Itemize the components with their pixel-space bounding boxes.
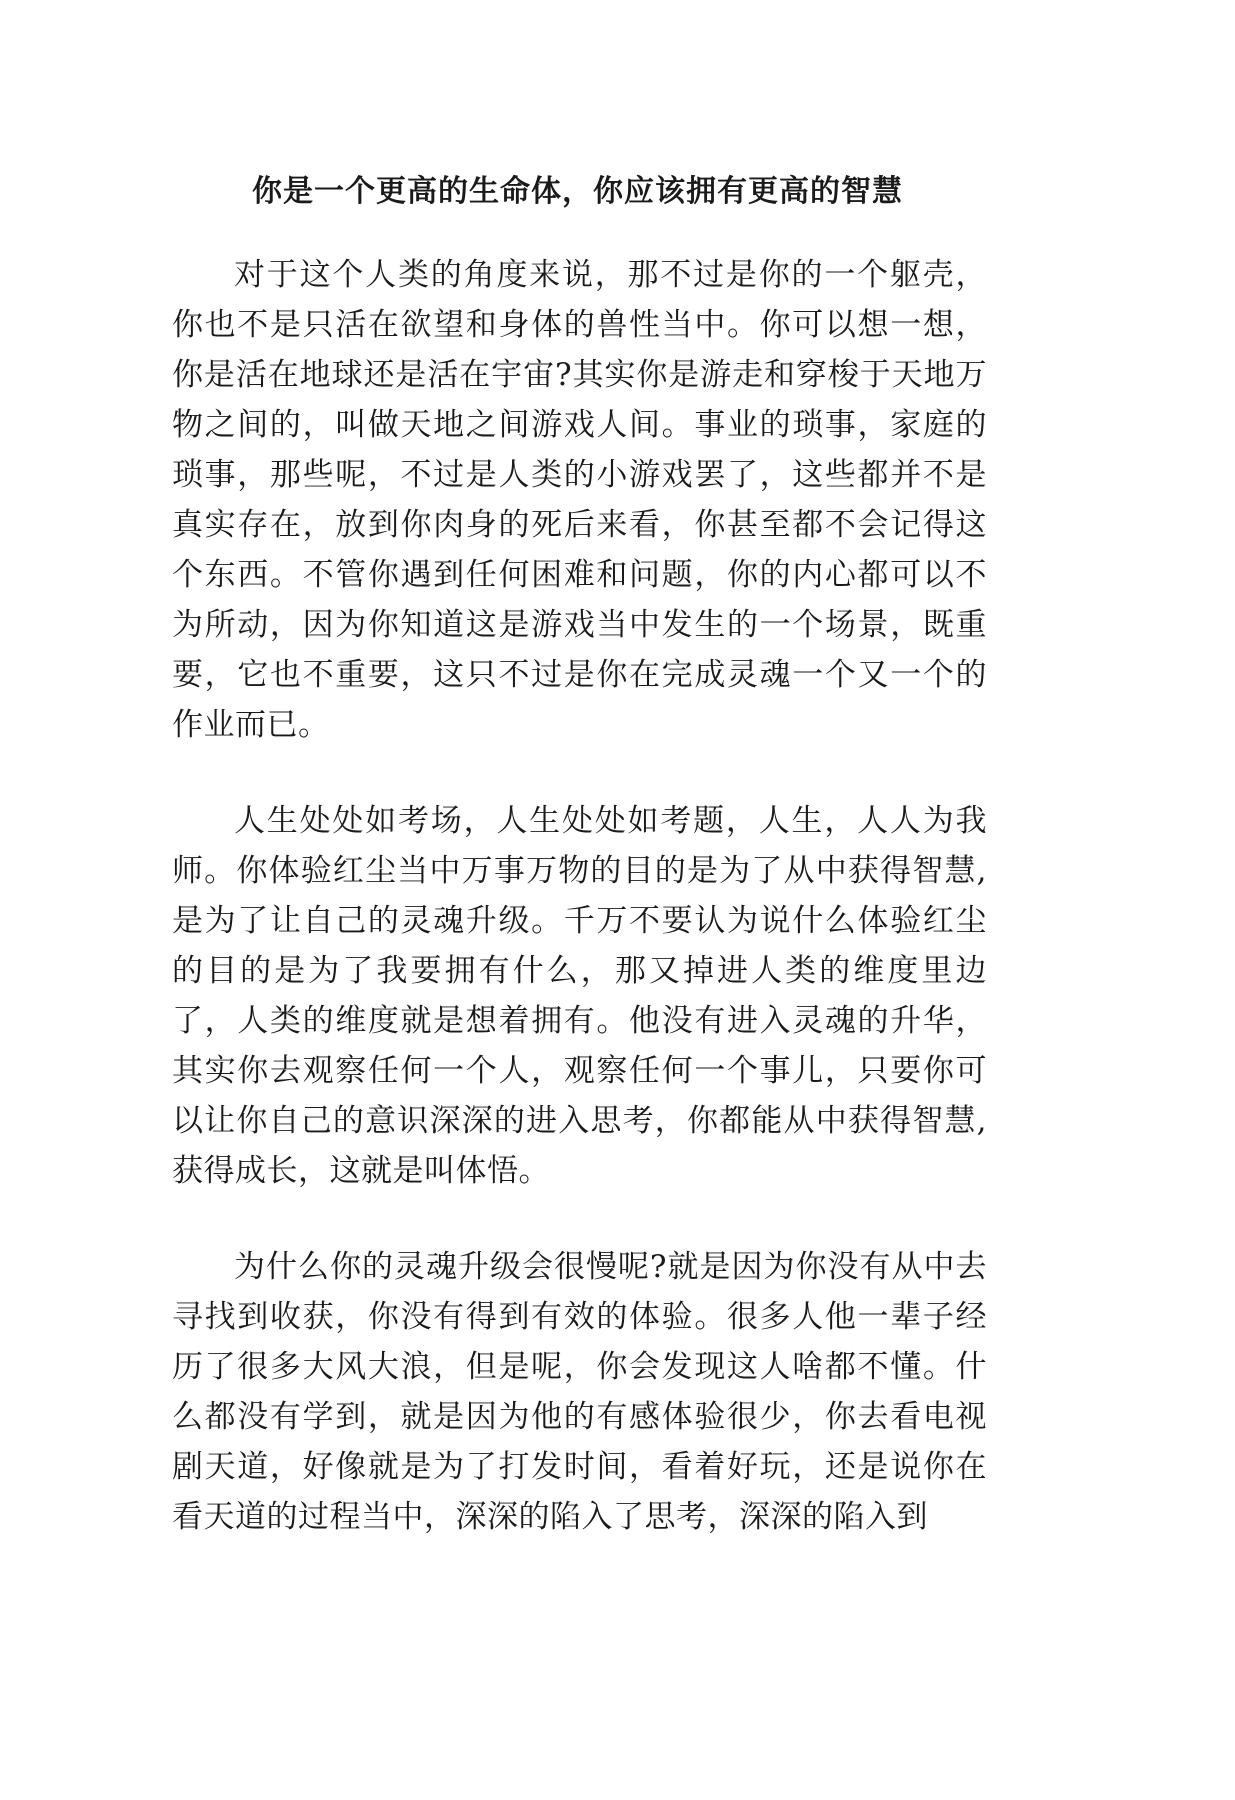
paragraph-2: 人生处处如考场，人生处处如考题，人生，人人为我师。你体验红尘当中万事万物的目的是为了从中获得智慧,是为了让自己的灵魂升级。千万不要认为说什么体验红尘的目的是为了我要拥有什么，那又掉进人类的维度里边了，人类的维度就是想着拥有。他没有进入灵魂的升华，其实你去观察任何一个人，观察任何一个事儿，只要你可以让你自己的意识深深的进入思考，你都能从中获得智慧,获得成长，这就是叫体悟。: [172, 803, 987, 1189]
document-title: 你是一个更高的生命体，你应该拥有更高的智慧: [252, 174, 903, 209]
document-body: [172, 250, 987, 1588]
paragraph-1: 对于这个人类的角度来说，那不过是你的一个躯壳，你也不是只活在欲望和身体的兽性当中。你可以想一想，你是活在地球还是活在宇宙?其实你是游走和穿梭于天地万物之间的，叫做天地之间游戏人间。事业的琐事，家庭的琐事，那些呢，不过是人类的小游戏罢了，这些都并不是真实存在，放到你肉身的死后来看，你甚至都不会记得这个东西。不管你遇到任何困难和问题，你的内心都可以不为所动，因为你知道这是游戏当中发生的一个场景，既重要，它也不重要，这只不过是你在完成灵魂一个又一个的作业而已。: [172, 257, 987, 743]
paragraph-3: 为什么你的灵魂升级会很慢呢?就是因为你没有从中去寻找到收获，你没有得到有效的体验。很多人他一辈子经历了很多大风大浪，但是呢，你会发现这人啥都不懂。什么都没有学到，就是因为他的有感体验很少，你去看电视剧天道，好像就是为了打发时间，看着好玩，还是说你在看天道的过程当中，深深的陷入了思考，深深的陷入到: [172, 1249, 987, 1535]
